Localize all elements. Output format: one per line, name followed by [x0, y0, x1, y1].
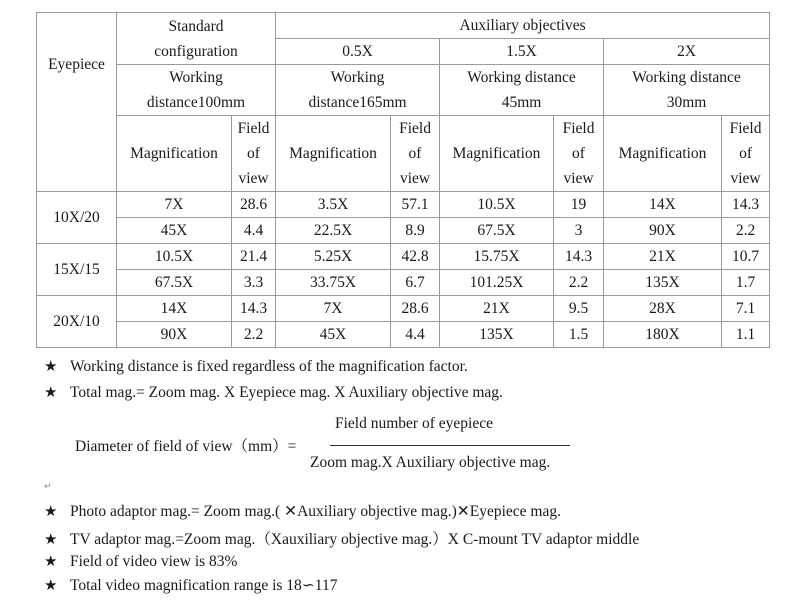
- magnification-header: Magnification: [276, 116, 391, 192]
- field-of-view-cell: 2.2: [722, 218, 770, 244]
- specification-table-body: [36, 12, 770, 348]
- field-of-view-cell: 1.7: [722, 270, 770, 296]
- note-total-mag: [44, 383, 503, 402]
- note-field-of-video-text: Field of video view is 83%: [70, 553, 238, 570]
- magnification-cell: 180X: [604, 322, 722, 348]
- magnification-cell: 15.75X: [440, 244, 554, 270]
- field-of-view-header: [722, 116, 770, 192]
- field-of-view-cell: 28.6: [391, 296, 440, 322]
- magnification-cell: 67.5X: [440, 218, 554, 244]
- magnification-cell: 14X: [117, 296, 232, 322]
- formula-lhs: Diameter of field of view（mm）=: [75, 438, 297, 455]
- table-row: [37, 218, 770, 244]
- star-icon: ★: [44, 530, 58, 548]
- magnification-cell: 101.25X: [440, 270, 554, 296]
- magnification-cell: 135X: [440, 322, 554, 348]
- formula-denominator: Zoom mag.X Auxiliary objective mag.: [310, 454, 551, 471]
- field-of-view-cell: 2.2: [554, 270, 604, 296]
- table-row: [37, 296, 770, 322]
- field-of-view-header-line1: Field: [562, 120, 595, 137]
- field-of-view-header-line3: view: [399, 170, 431, 187]
- return-mark-icon: ↵: [44, 482, 52, 492]
- field-of-view-cell: 4.4: [232, 218, 276, 244]
- wd-standard-line2: distance100mm: [146, 94, 246, 111]
- field-of-view-cell: 4.4: [391, 322, 440, 348]
- star-icon: ★: [44, 552, 58, 570]
- magnification-cell: 28X: [604, 296, 722, 322]
- standard-line2: configuration: [154, 42, 238, 60]
- magnification-header: Magnification: [440, 116, 554, 192]
- standard-line1: Standard: [168, 17, 224, 35]
- eyepiece-header: Eyepiece: [37, 13, 117, 116]
- field-of-view-cell: 57.1: [391, 192, 440, 218]
- field-of-view-cell: 2.2: [232, 322, 276, 348]
- magnification-cell: 7X: [117, 192, 232, 218]
- magnification-cell: 3.5X: [276, 192, 391, 218]
- magnification-cell: 90X: [117, 322, 232, 348]
- working-distance-standard: [117, 65, 276, 116]
- magnification-cell: 21X: [604, 244, 722, 270]
- magnification-cell: 33.75X: [276, 270, 391, 296]
- magnification-cell: 21X: [440, 296, 554, 322]
- objective-2x: 2X: [604, 39, 770, 65]
- field-of-view-cell: 28.6: [232, 192, 276, 218]
- field-of-view-cell: 14.3: [232, 296, 276, 322]
- note-working-distance: [44, 357, 468, 376]
- objective-0-5x: 0.5X: [276, 39, 440, 65]
- working-distance-2x: [604, 65, 770, 116]
- magnification-cell: 90X: [604, 218, 722, 244]
- wd-2x-line1: Working distance: [632, 69, 741, 86]
- note-tv-adaptor: [44, 527, 639, 549]
- wd-0-5x-line2: distance165mm: [308, 94, 407, 111]
- field-of-view-cell: 3.3: [232, 270, 276, 296]
- magnification-cell: 10.5X: [117, 244, 232, 270]
- field-of-view-header: [391, 116, 440, 192]
- field-of-view-cell: 14.3: [554, 244, 604, 270]
- wd-2x-line2: 30mm: [666, 94, 707, 111]
- field-of-view-header: [232, 116, 276, 192]
- note-field-of-video: [44, 552, 237, 571]
- field-of-view-header-line2: of: [247, 145, 260, 162]
- note-total-mag-text: Total mag.= Zoom mag. X Eyepiece mag. X Auxiliary objective mag.: [70, 384, 503, 401]
- magnification-cell: 14X: [604, 192, 722, 218]
- star-icon: ★: [44, 357, 58, 375]
- wd-1-5x-line1: Working distance: [467, 69, 576, 86]
- magnification-header: Magnification: [117, 116, 232, 192]
- eyepiece-cell: 10X/20: [37, 192, 117, 244]
- table-row: [37, 322, 770, 348]
- field-of-view-header-line1: Field: [399, 120, 431, 137]
- field-of-view-header-line1: Field: [729, 120, 762, 137]
- eyepiece-cell: 15X/15: [37, 244, 117, 296]
- field-of-view-header-line1: Field: [237, 120, 270, 137]
- standard-configuration-header: [117, 13, 276, 65]
- objective-1-5x: 1.5X: [440, 39, 604, 65]
- field-of-view-header-line2: of: [739, 145, 752, 162]
- wd-1-5x-line2: 45mm: [501, 94, 542, 111]
- field-of-view-cell: 3: [554, 218, 604, 244]
- working-distance-0-5x: [276, 65, 440, 116]
- note-photo-adaptor-text: Photo adaptor mag.= Zoom mag.( ✕Auxiliary objective mag.)✕Eyepiece mag.: [70, 503, 561, 520]
- wd-0-5x-line1: Working: [330, 69, 385, 86]
- auxiliary-objectives-header: Auxiliary objectives: [276, 13, 770, 39]
- note-video-range: [44, 576, 337, 595]
- magnification-cell: 22.5X: [276, 218, 391, 244]
- magnification-cell: 67.5X: [117, 270, 232, 296]
- field-of-view-cell: 1.1: [722, 322, 770, 348]
- magnification-cell: 7X: [276, 296, 391, 322]
- magnification-cell: 5.25X: [276, 244, 391, 270]
- eyepiece-cell: 20X/10: [37, 296, 117, 348]
- magnification-cell: 45X: [276, 322, 391, 348]
- eyepiece-blank: [37, 116, 117, 192]
- field-of-view-header-line2: of: [408, 145, 422, 162]
- note-working-distance-text: Working distance is fixed regardless of the magnification factor.: [70, 358, 468, 375]
- field-of-view-header-line3: view: [238, 170, 269, 187]
- note-tv-adaptor-text: TV adaptor mag.=Zoom mag.（Xauxiliary objective mag.）X C-mount TV adaptor middle: [70, 531, 640, 548]
- note-video-range-text: Total video magnification range is 18∽117: [70, 577, 338, 594]
- table-row: [37, 270, 770, 296]
- table-row: [37, 244, 770, 270]
- magnification-cell: 135X: [604, 270, 722, 296]
- field-of-view-cell: 14.3: [722, 192, 770, 218]
- subheader-row: [37, 116, 770, 192]
- field-of-view-cell: 9.5: [554, 296, 604, 322]
- formula-numerator: Field number of eyepiece: [335, 415, 493, 432]
- fraction-bar: [330, 445, 570, 446]
- working-distance-1-5x: [440, 65, 604, 116]
- magnification-cell: 10.5X: [440, 192, 554, 218]
- field-of-view-cell: 19: [554, 192, 604, 218]
- field-of-view-header-line3: view: [563, 170, 594, 187]
- table-row: [37, 192, 770, 218]
- field-of-view-cell: 1.5: [554, 322, 604, 348]
- wd-standard-line1: Working: [169, 69, 223, 86]
- field-of-view-cell: 21.4: [232, 244, 276, 270]
- magnification-cell: 45X: [117, 218, 232, 244]
- field-of-view-cell: 42.8: [391, 244, 440, 270]
- field-of-view-header-line3: view: [730, 170, 761, 187]
- star-icon: ★: [44, 576, 58, 594]
- field-of-view-cell: 10.7: [722, 244, 770, 270]
- star-icon: ★: [44, 383, 58, 401]
- field-of-view-cell: 6.7: [391, 270, 440, 296]
- field-of-view-header: [554, 116, 604, 192]
- field-of-view-cell: 7.1: [722, 296, 770, 322]
- magnification-header: Magnification: [604, 116, 722, 192]
- note-photo-adaptor: [44, 502, 561, 521]
- star-icon: ★: [44, 502, 58, 520]
- field-of-view-cell: 8.9: [391, 218, 440, 244]
- field-of-view-header-line2: of: [572, 145, 585, 162]
